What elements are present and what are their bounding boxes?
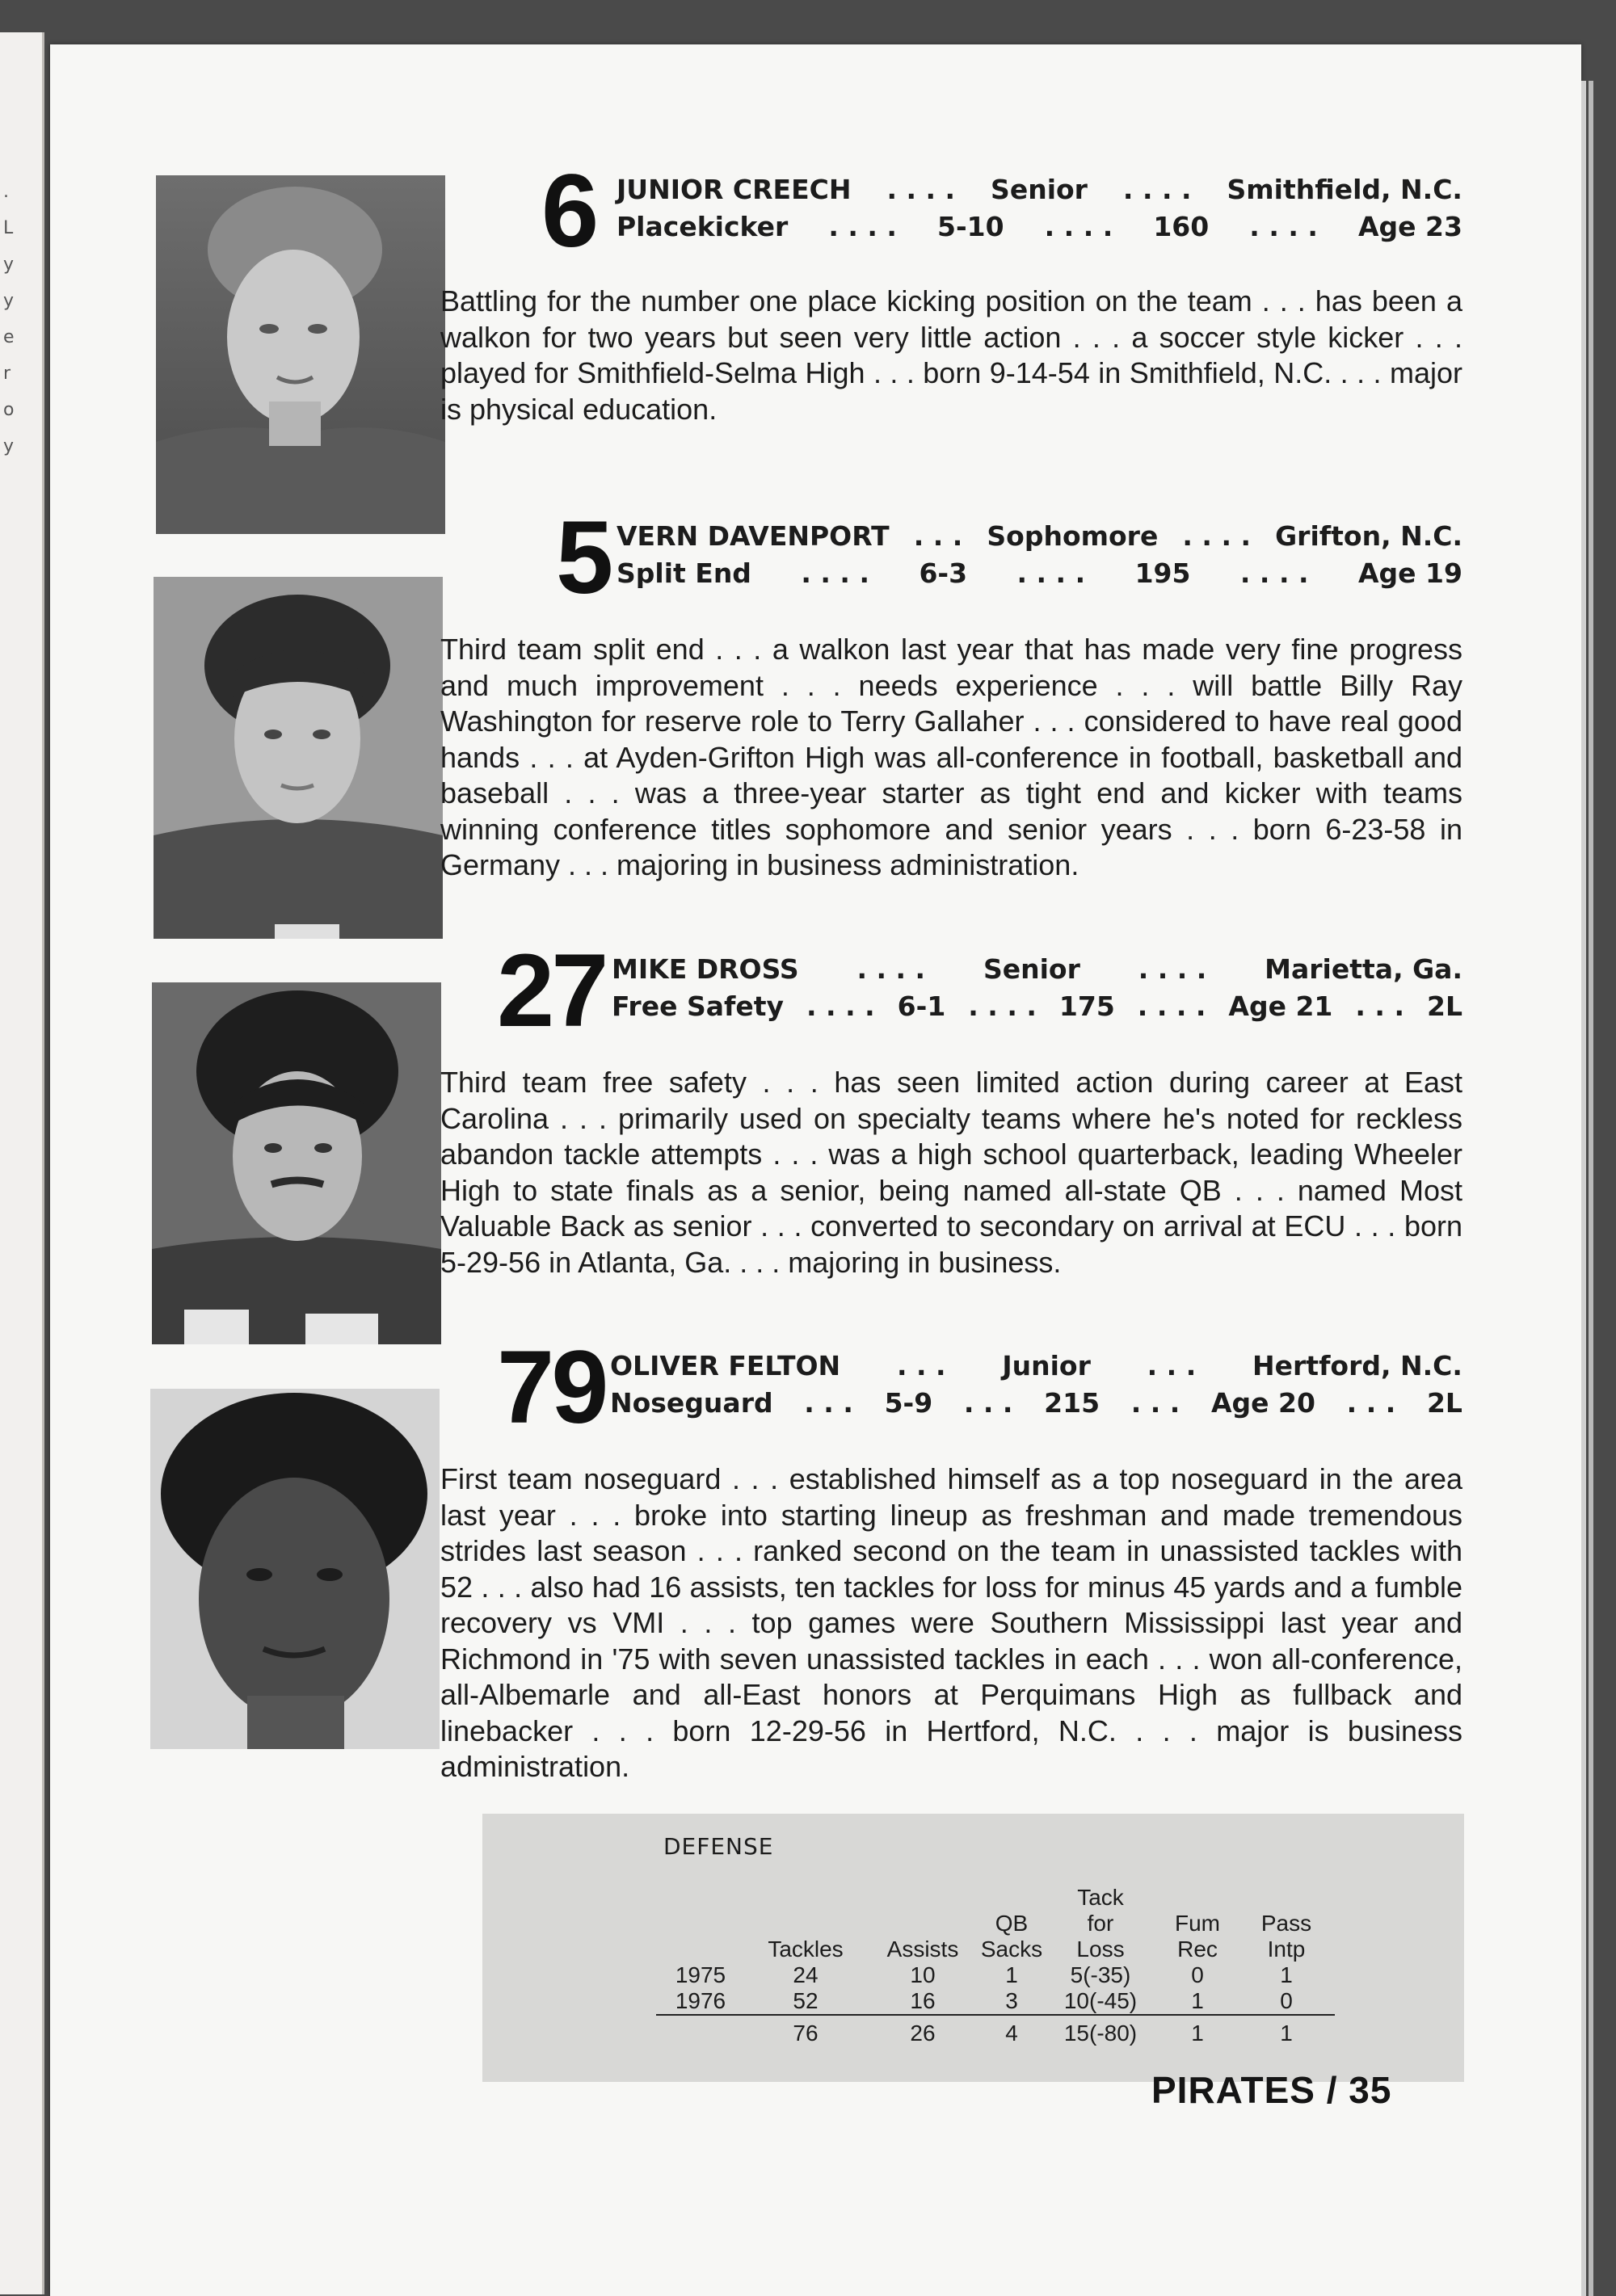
player-age: Age 19	[1357, 557, 1462, 589]
stats-cell: 3	[979, 1988, 1044, 2015]
prev-page-char: .	[3, 182, 9, 202]
stats-cell: 0	[1191, 1962, 1204, 1987]
player-height: 5-10	[937, 211, 1004, 242]
stats-title: DEFENSE	[663, 1833, 774, 1860]
stats-header-cell: QB Sacks	[980, 1911, 1043, 1962]
page-edge	[1589, 81, 1593, 2296]
stats-cell: 1	[1280, 2021, 1293, 2046]
jersey-number: 5	[556, 500, 611, 616]
stats-cell: 1	[1191, 2021, 1204, 2046]
player-position: Noseguard	[610, 1387, 773, 1419]
player-header: OLIVER FELTON . . . Junior . . . Hertford, N.C. Noseguard . . . 5-9 . . . 215 . . . Age 20 . . . 2L	[610, 1348, 1462, 1422]
player-age: Age 20	[1211, 1387, 1315, 1419]
player-bio: Third team split end . . . a walkon last year that has made very fine progress and much improvement . . . needs experience . . . will battle Billy Ray Washington for reserve role to Terry Gallaher . . . considered to have real good hands . . . at Ayden-Grifton High was all-conference in football, basketball and baseball . . . was a three-year starter as tight end and kicker with teams winning conference titles sophomore and senior years . . . born 6-23-58 in Germany . . . majoring in business administration.	[440, 633, 1462, 881]
stats-cell: 4	[1005, 2021, 1018, 2046]
prev-page-char: y	[3, 436, 15, 456]
stats-cell: 5(-35)	[1070, 1962, 1131, 1987]
stats-cell: 1	[1280, 1962, 1293, 1987]
player-hometown: Marietta, Ga.	[1265, 953, 1462, 985]
jersey-number: 79	[497, 1330, 606, 1445]
player-position: Free Safety	[612, 990, 785, 1022]
stats-header-cell	[656, 1885, 745, 1962]
player-letters: 2L	[1426, 1387, 1462, 1419]
page-edge	[1581, 81, 1586, 2296]
stats-row-1976	[656, 1988, 1335, 2015]
stats-cell: 1	[1157, 1988, 1238, 2015]
stats-cell: 24	[793, 1962, 819, 1987]
player-weight: 160	[1153, 211, 1210, 242]
player-age: Age 21	[1228, 990, 1333, 1022]
stats-header-cell: Pass Intp	[1260, 1911, 1312, 1962]
player-header: JUNIOR CREECH . . . . Senior . . . . Smithfield, N.C. Placekicker . . . . 5-10 . . . . 160 . . . . Age 23	[617, 171, 1462, 246]
stats-cell: 76	[793, 2021, 819, 2046]
stats-table	[656, 1885, 1335, 2046]
stats-totals-row	[656, 2015, 1335, 2046]
player-age: Age 23	[1357, 211, 1462, 242]
jersey-number: 27	[497, 933, 606, 1049]
page-footer: PIRATES / 35	[1151, 2069, 1392, 2111]
player-header: VERN DAVENPORT . . . Sophomore . . . . Grifton, N.C. Split End . . . . 6-3 . . . . 195 . . . . Age 19	[617, 518, 1462, 592]
defense-stats-box	[482, 1814, 1464, 2082]
stats-cell: 10(-45)	[1044, 1988, 1157, 2015]
player-bio: First team noseguard . . . established himself as a top noseguard in the area last year . . . broke into starting lineup as freshman and made tremendous strides last season . . . ranked second on the team in unassisted tackles with 52 . . . also had 16 assists, ten tackles for loss for minus 45 yards and a fumble recovery vs VMI . . . top games were Southern Mississippi last year and Richmond in '75 with seven unassisted tackles in each . . . won all-conference, all-Albemarle and all-East honors at Perquimans High as fullback and linebacker . . . born 12-29-56 in Hertford, N.C. . . . major is business administration.	[440, 1462, 1462, 1783]
previous-page-edge	[0, 32, 44, 2294]
stats-header-cell: Fum Rec	[1175, 1911, 1220, 1962]
player-photo-creech	[156, 175, 445, 534]
prev-page-char: y	[3, 291, 15, 311]
player-entry-dross	[440, 933, 1462, 1331]
player-name: OLIVER FELTON	[610, 1350, 841, 1381]
player-hometown: Hertford, N.C.	[1252, 1350, 1462, 1381]
player-position: Split End	[617, 557, 751, 589]
player-weight: 195	[1134, 557, 1191, 589]
player-name: JUNIOR CREECH	[617, 174, 852, 205]
player-class: Senior	[991, 174, 1088, 205]
player-header: MIKE DROSS . . . . Senior . . . . Marietta, Ga. Free Safety . . . . 6-1 . . . . 175 . . . . Age 21 . . . 2L	[612, 951, 1462, 1025]
stats-header-cell: Assists	[886, 1936, 959, 1962]
stats-cell: 1	[1005, 1962, 1018, 1987]
player-hometown: Grifton, N.C.	[1275, 520, 1462, 552]
player-class: Junior	[1002, 1350, 1091, 1381]
stats-cell: 52	[745, 1988, 866, 2015]
stats-cell: 1976	[656, 1988, 745, 2015]
player-photo-dross	[152, 982, 441, 1344]
player-bio: Third team free safety . . . has seen limited action during career at East Carolina . . . primarily used on specialty teams where he's noted for reckless abandon tackle attempts . . . was a high school quarterback, leading Wheeler High to state finals as a senior, being named all-state QB . . . named Most Valuable Back as senior . . . converted to secondary on arrival at ECU . . . born 5-29-56 in Atlanta, Ga. . . . majoring in business.	[440, 1066, 1462, 1279]
player-photo-felton	[150, 1389, 440, 1749]
player-weight: 215	[1044, 1387, 1100, 1419]
prev-page-char: L	[3, 218, 14, 238]
stats-header-cell: Tack for Loss	[1076, 1885, 1125, 1962]
player-hometown: Smithfield, N.C.	[1227, 174, 1462, 205]
player-letters: 2L	[1426, 990, 1462, 1022]
player-position: Placekicker	[617, 211, 789, 242]
player-height: 6-3	[919, 557, 968, 589]
stats-row-1975	[656, 1962, 1335, 1988]
player-height: 6-1	[897, 990, 946, 1022]
jersey-number: 6	[541, 153, 596, 269]
player-bio: Battling for the number one place kicking position on the team . . . has been a walkon for two years but seen very little action . . . a soccer style kicker . . . played for Smithfield-Selma High . . . born 9-14-54 in Smithfield, N.C. . . . major is physical education.	[440, 284, 1462, 426]
player-class: Sophomore	[987, 520, 1159, 552]
prev-page-char: r	[3, 364, 11, 384]
player-entry-creech	[440, 153, 1462, 438]
stats-cell: 1975	[675, 1962, 726, 1987]
stats-cell: 16	[866, 1988, 979, 2015]
stats-cell: 0	[1238, 1988, 1335, 2015]
player-weight: 175	[1058, 990, 1115, 1022]
player-name: VERN DAVENPORT	[617, 520, 890, 552]
player-entry-felton	[440, 1330, 1462, 1800]
player-photo-davenport	[154, 577, 443, 939]
stats-cell: 10	[910, 1962, 936, 1987]
stats-header-cell: Tackles	[768, 1936, 844, 1962]
stats-cell	[656, 2015, 745, 2046]
stats-cell: 26	[910, 2021, 936, 2046]
player-class: Senior	[983, 953, 1080, 985]
stats-header-row	[656, 1885, 1335, 1962]
prev-page-char: o	[3, 400, 15, 420]
prev-page-char: e	[3, 327, 15, 347]
stats-cell: 15(-80)	[1063, 2021, 1138, 2046]
player-entry-davenport	[440, 500, 1462, 922]
player-name: MIKE DROSS	[612, 953, 799, 985]
player-height: 5-9	[884, 1387, 933, 1419]
prev-page-char: y	[3, 254, 15, 275]
